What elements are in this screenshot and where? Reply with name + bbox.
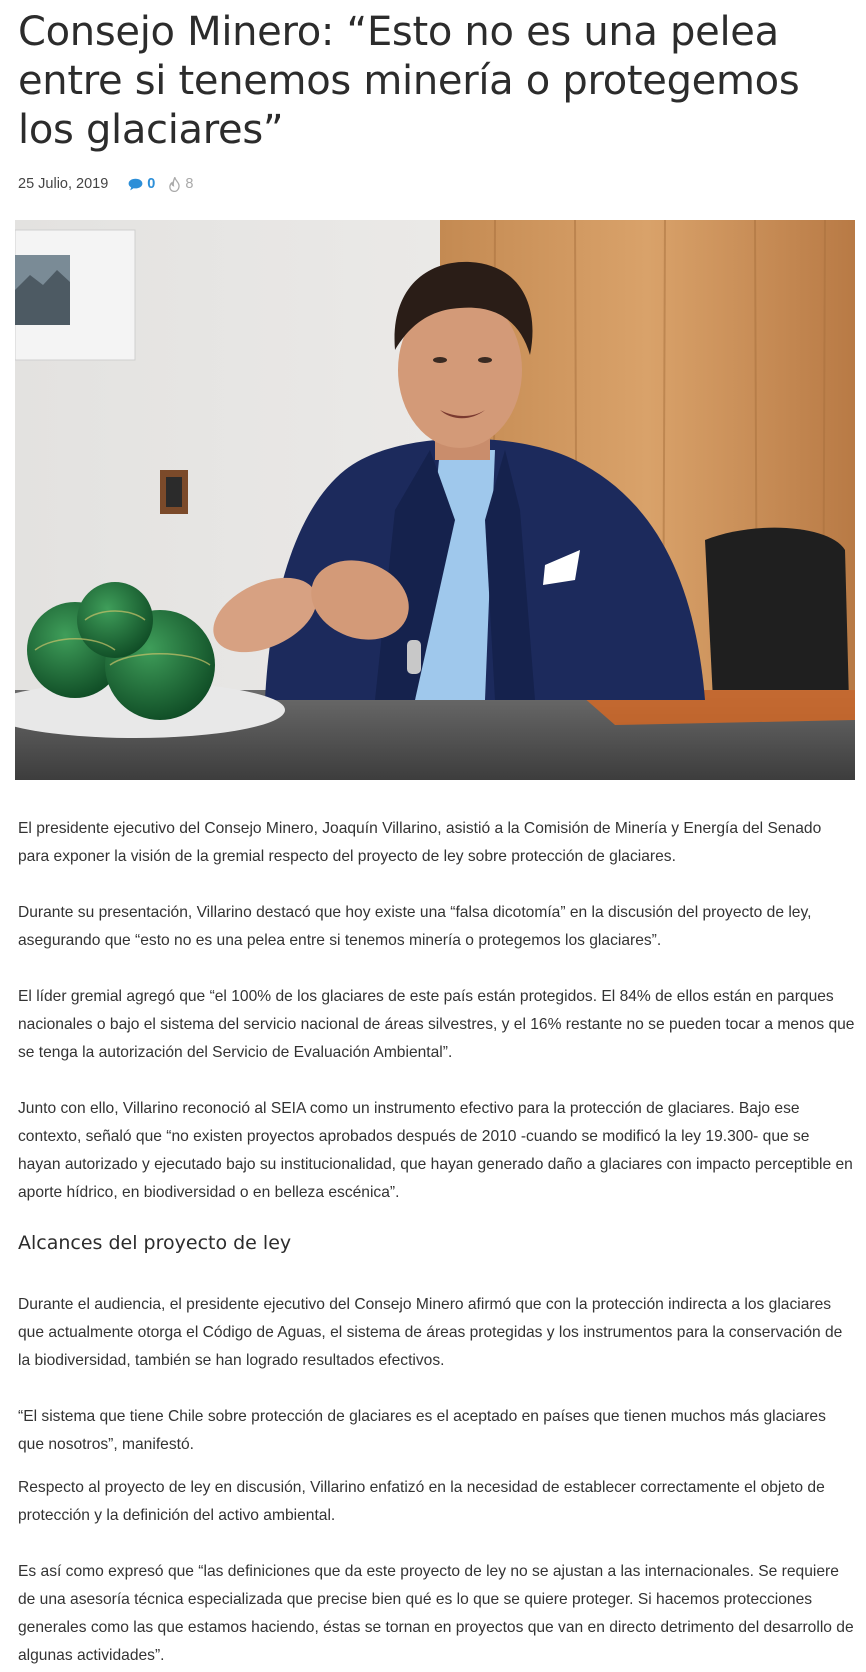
comments-count: 0	[147, 176, 156, 192]
paragraph-2: Durante su presentación, Villarino destacó que hoy existe una “falsa dicotomía” en la discusión del proyecto de ley, asegurando que “esto no es una pelea entre si tenemos minería o protegemos los glaciares”.	[18, 904, 812, 949]
photo-illustration	[15, 220, 855, 780]
article-meta	[18, 174, 193, 194]
flame-icon	[169, 177, 180, 192]
paragraph-5: Durante el audiencia, el presidente ejecutivo del Consejo Minero afirmó que con la protección indirecta a los glaciares que actualmente otorga el Código de Aguas, el sistema de áreas protegidas y los instrumentos para la conservación de la biodiversidad, también se han logrado resultados efectivos.	[18, 1296, 843, 1369]
article-photo	[15, 220, 855, 780]
views-counter	[169, 176, 193, 192]
publish-date: 25 Julio, 2019	[18, 176, 109, 192]
section-heading: Alcances del proyecto de ley	[18, 1232, 292, 1254]
article-title: Consejo Minero: “Esto no es una pelea entre si tenemos minería o protegemos los glaciares”	[18, 9, 800, 153]
paragraph-3: El líder gremial agregó que “el 100% de los glaciares de este país están protegidos. El 84% de ellos están en parques nacionales o bajo el sistema del servicio nacional de áreas silvestres, y el 16% restante no se pueden tocar a menos que se tenga la autorización del Servicio de Evaluación Ambiental”.	[18, 988, 855, 1061]
comments-link[interactable]	[128, 176, 155, 192]
paragraph-6: “El sistema que tiene Chile sobre protección de glaciares es el aceptado en países que tienen muchos más glaciares que nosotros”, manifestó.	[18, 1408, 826, 1453]
paragraph-1: El presidente ejecutivo del Consejo Minero, Joaquín Villarino, asistió a la Comisión de Minería y Energía del Senado para exponer la visión de la gremial respecto del proyecto de ley sobre protección de glaciares.	[18, 820, 822, 865]
paragraph-7: Respecto al proyecto de ley en discusión, Villarino enfatizó en la necesidad de establecer correctamente el objeto de protección y la definición del activo ambiental.	[18, 1479, 825, 1524]
paragraph-4: Junto con ello, Villarino reconoció al SEIA como un instrumento efectivo para la protección de glaciares. Bajo ese contexto, señaló que “no existen proyectos aprobados después de 2010 -cuando se modificó la ley 19.300- que se hayan autorizado y ejecutado bajo su institucionalidad, que hayan generado daño a glaciares con impacto perceptible en aporte hídrico, en biodiversidad o en belleza escénica”.	[18, 1100, 853, 1201]
views-count: 8	[185, 176, 194, 192]
comment-bubble-icon	[128, 178, 143, 191]
paragraph-8: Es así como expresó que “las definiciones que da este proyecto de ley no se ajustan a las internacionales. Se requiere de una asesoría técnica especializada que precise bien qué es lo que se quiere proteger. Si hacemos protecciones generales como las que estamos haciendo, éstas se tornan en proyectos que van en directo detrimento del desarrollo de algunas actividades”.	[18, 1563, 854, 1664]
